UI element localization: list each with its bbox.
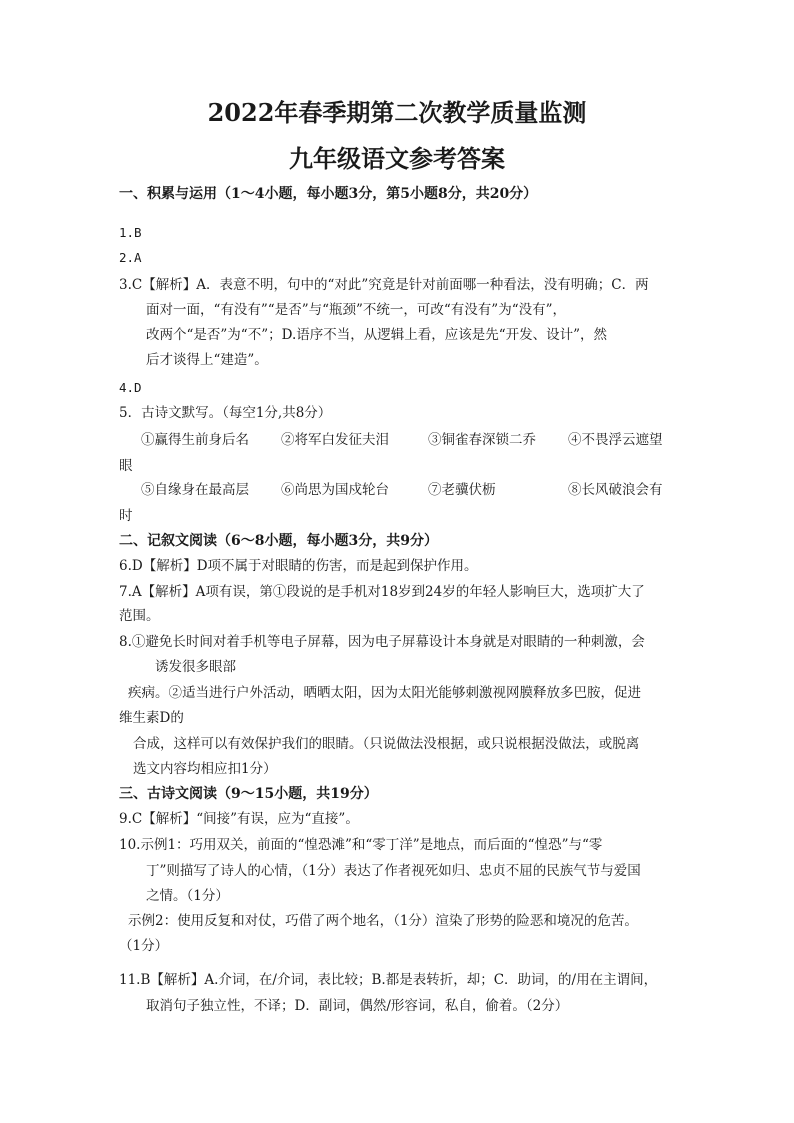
poem-line: ⑥尚思为国戍轮台 bbox=[281, 482, 389, 498]
document-title: 2022年春季期第二次教学质量监测 bbox=[207, 98, 587, 127]
poem-line: ②将军白发征夫泪 bbox=[281, 432, 389, 448]
section-heading-3: 三、古诗文阅读（9～15小题，共19分） bbox=[119, 786, 378, 802]
answer-line: 范围。 bbox=[119, 608, 160, 624]
answer-line: 维生素D的 bbox=[119, 710, 184, 726]
answer-line: 丁”则描写了诗人的心情，（1分）表达了作者视死如归、忠贞不屈的民族气节与爱国 bbox=[146, 863, 641, 879]
answer-line: 改两个“是否”为“不”；D.语序不当，从逻辑上看，应该是先“开发、设计”，然 bbox=[146, 327, 608, 343]
answer-line: 合成，这样可以有效保护我们的眼睛。（只说做法没根据，或只说根据没做法，或脱离 bbox=[133, 736, 640, 752]
answer-line: 2.A bbox=[119, 250, 142, 265]
poem-line: ⑤自缘身在最高层 bbox=[141, 482, 249, 498]
poem-line: ③铜雀春深锁二乔 bbox=[428, 432, 536, 448]
poem-line: ⑧长风破浪会有 bbox=[568, 482, 663, 498]
answer-line: 11.B【解析】A.介词，在/介词，表比较；B.都是表转折，却；C．助词，的/用在主谓间， bbox=[119, 972, 658, 988]
answer-line: 1.B bbox=[119, 225, 142, 240]
answer-line: 5．古诗文默写。（每空1分,共8分） bbox=[119, 405, 332, 421]
answer-line: 疾病。②适当进行户外活动，晒晒太阳，因为太阳光能够刺激视网膜释放多巴胺，促进 bbox=[128, 685, 641, 701]
poem-line: ①赢得生前身后名 bbox=[141, 432, 249, 448]
section-heading-1: 一、积累与运用（1～4小题，每小题3分，第5小题8分，共20分） bbox=[119, 186, 538, 202]
answer-line: 后才谈得上“建造”。 bbox=[146, 352, 268, 368]
answer-line: 取消句子独立性，不译；D．副词，偶然/形容词，私自，偷着。（2分） bbox=[146, 998, 569, 1014]
answer-line: 诱发很多眼部 bbox=[155, 659, 236, 675]
section-heading-2: 二、记叙文阅读（6～8小题，每小题3分，共9分） bbox=[119, 533, 438, 549]
answer-line: 选文内容均相应扣1分） bbox=[133, 761, 277, 777]
answer-line: 8.①避免长时间对着手机等电子屏幕，因为电子屏幕设计本身就是对眼睛的一种刺激，会 bbox=[119, 634, 645, 650]
answer-line: （1分） bbox=[119, 938, 169, 954]
answer-line: 3.C【解析】A．表意不明，句中的“对此”究竟是针对前面哪一种看法，没有明确；C．两 bbox=[119, 277, 649, 293]
answer-line: 4.D bbox=[119, 380, 142, 395]
answer-line: 6.D【解析】D项不属于对眼睛的伤害，而是起到保护作用。 bbox=[119, 558, 478, 574]
answer-line: 时 bbox=[119, 508, 133, 524]
poem-line: ④不畏浮云遮望 bbox=[568, 432, 663, 448]
answer-line: 之情。（1分） bbox=[146, 888, 229, 904]
answer-line: 眼 bbox=[119, 458, 133, 474]
answer-line: 9.C【解析】“间接”有误，应为“直接”。 bbox=[119, 811, 359, 827]
answer-line: 面对一面，“有没有”“是否”与“瓶颈”不统一，可改“有没有”为“没有”， bbox=[146, 302, 567, 318]
answer-line: 示例2：使用反复和对仗，巧借了两个地名，（1分）渲染了形势的险恶和境况的危苦。 bbox=[128, 913, 638, 929]
answer-line: 10.示例1：巧用双关，前面的“惶恐滩”和“零丁洋”是地点，而后面的“惶恐”与“零 bbox=[119, 837, 603, 853]
document-subtitle: 九年级语文参考答案 bbox=[289, 144, 505, 173]
poem-line: ⑦老骥伏枥 bbox=[428, 482, 496, 498]
answer-line: 7.A【解析】A项有误，第①段说的是手机对18岁到24岁的年轻人影响巨大，选项扩大了 bbox=[119, 584, 645, 600]
